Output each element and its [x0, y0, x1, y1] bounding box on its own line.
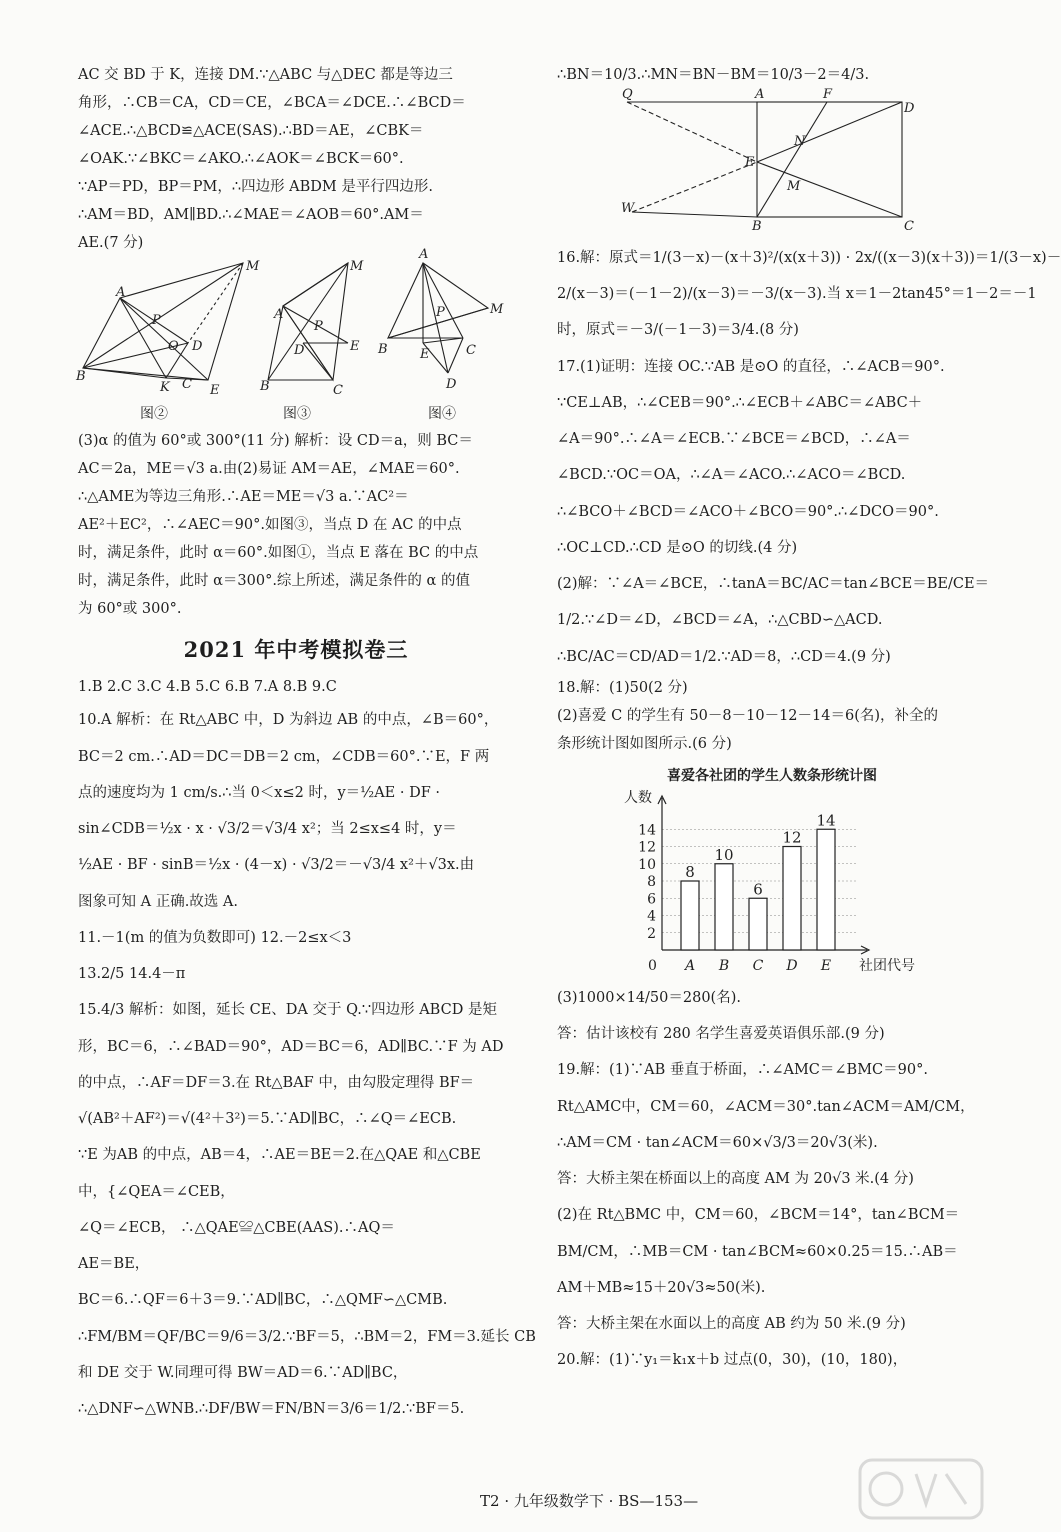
text-line: 为 60°或 300°.	[78, 600, 182, 617]
svg-text:A: A	[116, 284, 126, 300]
text-line: AE＝BE，	[78, 1256, 150, 1273]
text-line: BM/CM，∴MB＝CM · tan∠BCM≈60×0.25＝15.∴AB＝	[557, 1243, 958, 1260]
svg-text:B: B	[378, 341, 388, 357]
text-line: 15.4/3 解析：如图，延长 CE、DA 交于 Q.∵四边形 ABCD 是矩	[78, 1002, 497, 1019]
origin-label: 0	[648, 957, 657, 974]
svg-text:D: D	[904, 100, 915, 116]
y-tick-label: 4	[647, 908, 656, 925]
svg-text:P: P	[436, 304, 445, 320]
caption-fig4: 图④	[428, 405, 456, 422]
bar-value-label: 8	[685, 862, 695, 881]
rectangle-figure-svg	[557, 86, 987, 240]
text-line: 答：大桥主架在桥面以上的高度 AM 为 20√3 米.(4 分)	[557, 1171, 914, 1188]
svg-text:B: B	[752, 218, 762, 234]
x-axis-label: 社团代号	[859, 957, 915, 974]
svg-text:D: D	[192, 338, 203, 354]
q10-solution	[78, 702, 514, 920]
bar-value-label: 14	[816, 811, 836, 830]
svg-text:E: E	[210, 382, 220, 398]
chart-title: 喜爱各社团的学生人数条形统计图	[667, 767, 877, 784]
caption-fig2: 图②	[140, 405, 168, 422]
y-tick-label: 2	[647, 925, 656, 942]
text-line: 答：估计该校有 280 名学生喜爱英语俱乐部.(9 分)	[557, 1026, 885, 1043]
text-line: ∠BCD.∵OC＝OA，∴∠A＝∠ACO.∴∠ACO＝∠BCD.	[557, 467, 906, 484]
bar-value-label: 6	[753, 880, 763, 899]
svg-text:P: P	[152, 312, 161, 328]
svg-text:O: O	[168, 338, 179, 354]
text-line: AC 交 BD 于 K，连接 DM.∵△ABC 与△DEC 都是等边三	[78, 67, 453, 83]
text-line: ∵AP＝PD，BP＝PM，∴四边形 ABDM 是平行四边形.	[78, 178, 434, 195]
text-line: (2)喜爱 C 的学生有 50－8－10－12－14＝6(名)，补全的	[557, 707, 939, 724]
y-axis-label: 人数	[624, 789, 652, 806]
text-line: ∠OAK.∵∠BKC＝∠AKO.∴∠AOK＝∠BCK＝60°.	[78, 150, 404, 167]
svg-text:B: B	[260, 378, 270, 394]
y-tick-label: 12	[638, 839, 656, 856]
text-line: BC＝2 cm.∴AD＝DC＝DB＝2 cm，∠CDB＝60°.∵E，F 两	[78, 748, 490, 765]
text-line: (2)解：∵∠A＝∠BCE，∴tanA＝BC/AC＝tan∠BCE＝BE/CE＝	[557, 576, 990, 593]
y-tick-label: 8	[647, 873, 656, 890]
svg-text:M: M	[246, 258, 260, 274]
text-line: 10.A 解析：在 Rt△ABC 中，D 为斜边 AB 的中点，∠B＝60°，	[78, 712, 499, 729]
svg-text:N: N	[794, 133, 806, 149]
q13-14: 13.2/5 14.4－π	[78, 966, 186, 983]
bar-chart	[557, 790, 987, 980]
text-line: AE.(7 分)	[78, 234, 144, 251]
text-line: 20.解：(1)∵y₁＝k₁x＋b 过点(0，30)，(10，180)，	[557, 1352, 908, 1369]
x-tick-label: B	[718, 957, 730, 974]
text-line: ∴FM/BM＝QF/BC＝9/6＝3/2.∵BF＝5，∴BM＝2，FM＝3.延长 CB	[78, 1328, 536, 1345]
x-tick-label: E	[820, 957, 832, 974]
text-line: 点的速度均为 1 cm/s.∴当 0＜x≤2 时，y＝½AE · DF ·	[78, 784, 441, 801]
svg-text:A: A	[755, 86, 765, 102]
text-line: 1/2.∵∠D＝∠D，∠BCD＝∠A，∴△CBD∽△ACD.	[557, 612, 883, 629]
text-line: ∴OC⊥CD.∴CD 是⊙O 的切线.(4 分)	[557, 539, 798, 556]
svg-text:K: K	[160, 379, 170, 395]
bar	[817, 829, 835, 950]
text-line: 时，满足条件，此时 α＝60°.如图①，当点 E 落在 BC 的中点	[78, 544, 479, 561]
text-line: ∵CE⊥AB，∴∠CEB＝90°.∴∠ECB＋∠ABC＝∠ABC＋	[557, 394, 923, 411]
text-line: 时，满足条件，此时 α＝300°.综上所述，满足条件的 α 的值	[78, 572, 470, 589]
q11-12: 11.－1(m 的值为负数即可) 12.－2≤x＜3	[78, 929, 352, 946]
text-line: 17.(1)证明：连接 OC.∵AB 是⊙O 的直径，∴∠ACB＝90°.	[557, 358, 945, 375]
text-line: 19.解：(1)∵AB 垂直于桥面，∴∠AMC＝∠BMC＝90°.	[557, 1062, 928, 1079]
bar	[783, 846, 801, 950]
text-line: ½AE · BF · sinB＝½x · (4－x) · √3/2＝－√3/4 x²＋√3x.由	[78, 857, 475, 874]
text-line: 形，BC＝6，∴∠BAD＝90°，AD＝BC＝6，AD∥BC.∵F 为 AD	[78, 1038, 504, 1055]
text-line: 18.解：(1)50(2 分)	[557, 679, 688, 696]
section-title: 2021 年中考模拟卷三	[183, 636, 409, 662]
svg-text:C: C	[466, 342, 476, 358]
y-tick-label: 6	[647, 891, 656, 908]
choice-answers: 1.B 2.C 3.C 4.B 5.C 6.B 7.A 8.B 9.C	[78, 679, 337, 696]
x-tick-label: C	[752, 957, 764, 974]
bn-line: ∴BN＝10/3.∴MN＝BN－BM＝10/3－2＝4/3.	[557, 67, 870, 83]
text-line: √(AB²＋AF²)＝√(4²＋3²)＝5.∵AD∥BC，∴∠Q＝∠ECB.	[78, 1111, 457, 1128]
svg-text:D: D	[446, 376, 457, 392]
left-part3	[78, 428, 514, 624]
text-line: sin∠CDB＝½x · x · √3/2＝√3/4 x²；当 2≤x≤4 时，y＝	[78, 821, 457, 838]
rectangle-figure	[557, 86, 987, 240]
watermark-logo-icon	[856, 1454, 986, 1524]
text-line: BC＝6.∴QF＝6＋3＝9.∵AD∥BC，∴△QMF∽△CMB.	[78, 1292, 448, 1309]
y-tick-label: 14	[638, 822, 656, 839]
bar	[715, 864, 733, 950]
right-column	[557, 62, 1061, 1379]
svg-text:E: E	[420, 346, 430, 362]
svg-text:W: W	[621, 200, 635, 216]
geometry-figures-row	[76, 246, 514, 428]
text-line: ∴△DNF∽△WNB.∴DF/BW＝FN/BN＝3/6＝1/2.∵BF＝5.	[78, 1401, 465, 1418]
text-line: ∴AM＝CM · tan∠ACM＝60×√3/3＝20√3(米).	[557, 1134, 878, 1151]
text-line: AE²＋EC²，∴∠AEC＝90°.如图③，当点 D 在 AC 的中点	[78, 516, 462, 533]
left-intro	[78, 62, 514, 258]
text-line: ∴AM＝BD，AM∥BD.∴∠MAE＝∠AOB＝60°.AM＝	[78, 206, 424, 223]
svg-text:F: F	[823, 86, 833, 102]
svg-text:P: P	[314, 318, 323, 334]
svg-text:A: A	[419, 246, 429, 262]
y-tick-label: 10	[638, 856, 656, 873]
svg-text:M: M	[490, 301, 504, 317]
text-line: 的中点，∴AF＝DF＝3.在 Rt△BAF 中，由勾股定理得 BF＝	[78, 1074, 475, 1091]
text-line: 中，{∠QEA＝∠CEB，	[78, 1183, 235, 1200]
svg-text:E: E	[350, 338, 360, 354]
svg-text:A: A	[274, 306, 284, 322]
svg-text:E: E	[745, 154, 755, 170]
q17-solution	[557, 349, 990, 675]
bar-chart-svg	[557, 790, 987, 980]
text-line: 条形统计图如图所示.(6 分)	[557, 735, 732, 752]
x-tick-label: D	[786, 957, 798, 974]
caption-fig3: 图③	[283, 405, 311, 422]
q15-solution	[78, 992, 536, 1427]
text-line: 16.解：原式＝1/(3－x)－(x＋3)²/(x(x＋3)) · 2x/((x－3)(x＋3))＝1/(3－x)－	[557, 249, 1061, 266]
text-line: (2)在 Rt△BMC 中，CM＝60，∠BCM＝14°，tan∠BCM＝	[557, 1207, 960, 1224]
q18-solution	[557, 675, 987, 759]
text-line: ∠A＝90°.∴∠A＝∠ECB.∵∠BCE＝∠BCD，∴∠A＝	[557, 431, 911, 448]
bar	[681, 881, 699, 950]
text-line: 时，原式＝－3/(－1－3)＝3/4.(8 分)	[557, 322, 799, 339]
q16-solution	[557, 240, 1061, 349]
q19-solution	[557, 1052, 987, 1378]
svg-text:D: D	[294, 342, 305, 358]
svg-text:C: C	[182, 376, 192, 392]
text-line: ∴∠BCO＋∠BCD＝∠ACO＋∠BCO＝90°.∴∠DCO＝90°.	[557, 503, 939, 520]
svg-text:B: B	[76, 368, 86, 384]
text-line: ∠ACE.∴△BCD≌△ACE(SAS).∴BD＝AE，∠CBK＝	[78, 122, 424, 139]
text-line: (3)α 的值为 60°或 300°(11 分) 解析：设 CD＝a，则 BC＝	[78, 432, 473, 449]
text-line: AM＋MB≈15＋20√3≈50(米).	[557, 1279, 766, 1296]
q18-part3	[557, 980, 987, 1053]
text-line: ∠Q＝∠ECB， ∴△QAE≌△CBE(AAS).∴AQ＝	[78, 1219, 395, 1236]
svg-text:C: C	[333, 382, 343, 398]
page-footer: T2 · 九年级数学下 · BS—153—	[480, 1492, 699, 1510]
svg-text:C: C	[904, 218, 914, 234]
text-line: ∴△AME为等边三角形.∴AE＝ME＝√3 a.∵AC²＝	[78, 488, 409, 505]
text-line: 答：大桥主架在水面以上的高度 AB 约为 50 米.(9 分)	[557, 1316, 906, 1333]
text-line: 2/(x－3)＝(－1－2)/(x－3)＝－3/(x－3).当 x＝1－2tan45°＝1－2＝－1	[557, 286, 1037, 303]
x-tick-label: A	[684, 957, 696, 974]
bar-value-label: 10	[714, 845, 734, 864]
text-line: 和 DE 交于 W.同理可得 BW＝AD＝6.∵AD∥BC，	[78, 1364, 408, 1381]
text-line: (3)1000×14/50＝280(名).	[557, 989, 741, 1006]
geometry-figures-svg	[76, 246, 514, 428]
text-line: 角形，∴CB＝CA，CD＝CE，∠BCA＝∠DCE.∴∠BCD＝	[78, 94, 466, 111]
bar-value-label: 12	[782, 828, 802, 847]
svg-text:M: M	[350, 258, 364, 274]
text-line: ∵E 为AB 的中点，AB＝4，∴AE＝BE＝2.在△QAE 和△CBE	[78, 1147, 481, 1164]
text-line: AC＝2a，ME＝√3 a.由(2)易证 AM＝AE，∠MAE＝60°.	[78, 460, 460, 477]
text-line: ∴BC/AC＝CD/AD＝1/2.∵AD＝8，∴CD＝4.(9 分)	[557, 648, 891, 665]
svg-text:M: M	[787, 178, 801, 194]
svg-text:Q: Q	[622, 86, 633, 102]
left-column	[76, 62, 536, 1427]
text-line: Rt△AMC中，CM＝60，∠ACM＝30°.tan∠ACM＝AM/CM，	[557, 1098, 975, 1115]
bar	[749, 898, 767, 950]
text-line: 图象可知 A 正确.故选 A.	[78, 893, 238, 910]
